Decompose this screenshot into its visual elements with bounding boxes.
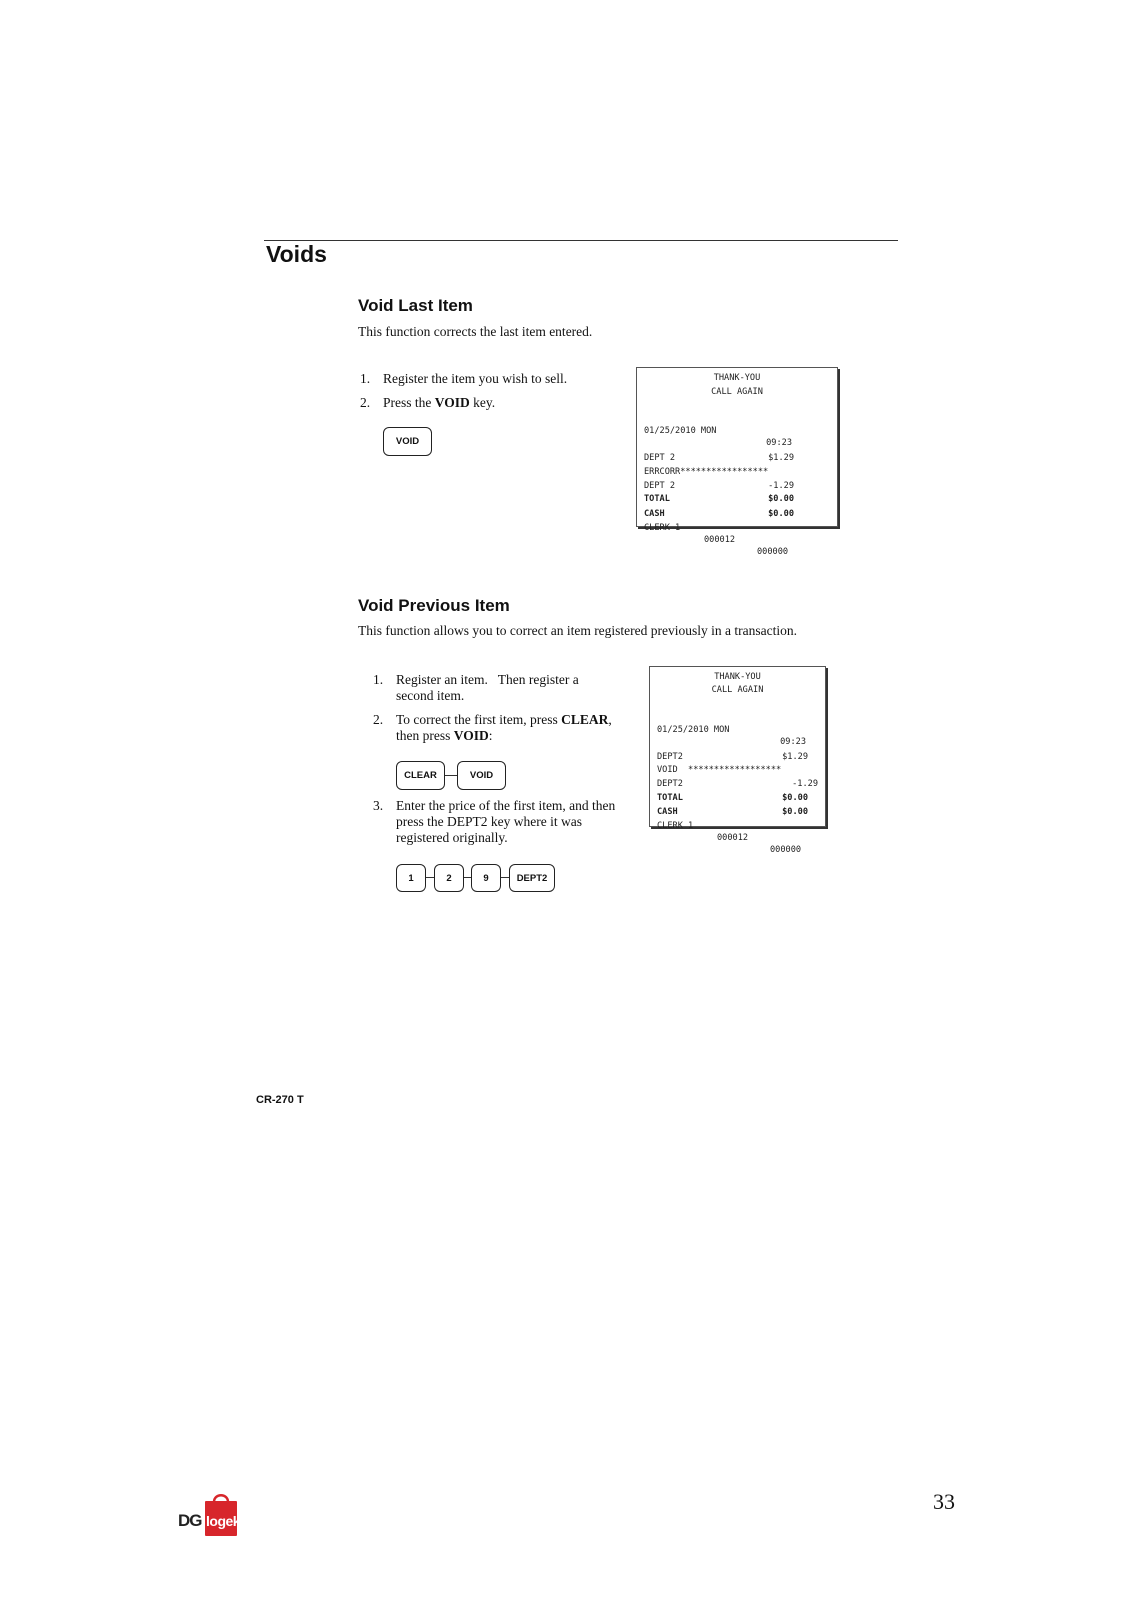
key-9[interactable]: 9 bbox=[471, 864, 501, 892]
key-2[interactable]: 2 bbox=[434, 864, 464, 892]
receipt-time: 09:23 bbox=[766, 438, 792, 448]
void-last-step-2 bbox=[360, 395, 590, 411]
page-number: 33 bbox=[933, 1489, 955, 1514]
logo-graphic bbox=[176, 1490, 242, 1538]
void-last-heading: Void Last Item bbox=[358, 296, 473, 315]
key-connector bbox=[501, 877, 509, 878]
receipt-total-row: TOTAL $0.00 bbox=[657, 793, 808, 803]
clear-key[interactable]: CLEAR bbox=[396, 761, 445, 790]
receipt-date: 01/25/2010 MON bbox=[644, 426, 717, 436]
receipt-time: 09:23 bbox=[780, 737, 806, 747]
receipt-clerk-line: CLERK 1 000012 000000 bbox=[644, 523, 789, 557]
key-connector bbox=[445, 775, 457, 776]
void-last-intro: This function corrects the last item entered. bbox=[358, 324, 593, 339]
receipt-row: DEPT 2 $1.29 bbox=[644, 453, 794, 463]
receipt-header-2: CALL AGAIN bbox=[711, 387, 763, 397]
receipt-date-line bbox=[644, 413, 830, 448]
svg-text:DG: DG bbox=[178, 1511, 202, 1530]
void-last-receipt bbox=[636, 367, 838, 557]
void-key[interactable]: VOID bbox=[457, 761, 506, 790]
receipt-row: DEPT2 $1.29 bbox=[657, 752, 808, 762]
svg-text:logek: logek bbox=[206, 1513, 241, 1529]
step-text: Register the item you wish to sell. bbox=[383, 371, 568, 386]
void-previous-step-3: 3. Enter the price of the first item, and then press the DEPT2 key where it was registered originally. bbox=[373, 798, 616, 845]
receipt-header-2: CALL AGAIN bbox=[711, 685, 764, 695]
receipt-row: VOID ****************** bbox=[657, 765, 782, 775]
void-previous-heading: Void Previous Item bbox=[358, 596, 510, 615]
key-connector bbox=[464, 877, 471, 878]
receipt-cash-row: CASH $0.00 bbox=[644, 509, 794, 519]
key-connector bbox=[426, 877, 434, 878]
receipt-row: DEPT2 -1.29 bbox=[657, 779, 818, 789]
void-previous-intro: This function allows you to correct an item registered previously in a transaction. bbox=[358, 623, 798, 638]
receipt-row: DEPT 2 -1.29 bbox=[644, 481, 794, 491]
step-number: 2. bbox=[360, 395, 371, 410]
key-1[interactable]: 1 bbox=[396, 864, 426, 892]
receipt-header-1: THANK-YOU bbox=[714, 672, 761, 682]
void-key-name: VOID bbox=[453, 728, 489, 743]
void-key-name: VOID bbox=[434, 395, 470, 410]
receipt-total-row: TOTAL $0.00 bbox=[644, 494, 794, 504]
receipt-clerk-line: CLERK 1 000012 000000 bbox=[657, 821, 802, 855]
void-last-step-1 bbox=[360, 371, 590, 387]
receipt-header-1: THANK-YOU bbox=[713, 373, 761, 383]
receipt-cash-row: CASH $0.00 bbox=[657, 807, 808, 817]
void-previous-step-2: 2. To correct the first item, press CLEAR, then press VOID: bbox=[373, 712, 612, 743]
dglogek-logo bbox=[176, 1490, 242, 1538]
receipt-date-line bbox=[657, 712, 818, 747]
receipt-date: 01/25/2010 MON bbox=[657, 725, 730, 735]
dept2-key[interactable]: DEPT2 bbox=[509, 864, 555, 892]
section-rule bbox=[264, 240, 898, 241]
void-previous-receipt bbox=[649, 666, 826, 855]
void-previous-step-1: 1. Register an item. Then register a second item. bbox=[373, 672, 579, 703]
section-title: Voids bbox=[266, 241, 327, 267]
clear-key-name: CLEAR bbox=[561, 712, 609, 727]
void-key[interactable]: VOID bbox=[383, 427, 432, 456]
step-text: Press the VOID key. bbox=[383, 395, 496, 410]
receipt-row: ERRCORR***************** bbox=[644, 467, 769, 477]
model-footer: CR-270 T bbox=[256, 1094, 304, 1106]
step-number: 1. bbox=[360, 371, 371, 386]
